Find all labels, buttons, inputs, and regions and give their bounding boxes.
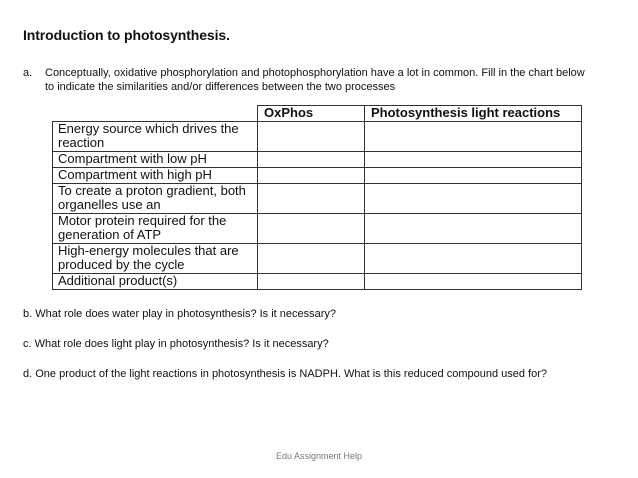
question-d: d. One product of the light reactions in photosynthesis is NADPH. What is this reduced compound used for? — [23, 368, 547, 380]
oxphos-cell[interactable] — [258, 274, 365, 290]
photosynthesis-cell[interactable] — [365, 214, 582, 244]
header-oxphos: OxPhos — [258, 106, 365, 122]
comparison-table — [52, 105, 582, 290]
table-row — [53, 152, 582, 168]
table-row — [53, 244, 582, 274]
row-label: To create a proton gradient, both organelles use an — [53, 184, 258, 214]
oxphos-cell[interactable] — [258, 244, 365, 274]
page-title: Introduction to photosynthesis. — [23, 27, 230, 43]
row-label: Additional product(s) — [53, 274, 258, 290]
oxphos-cell[interactable] — [258, 152, 365, 168]
photosynthesis-cell[interactable] — [365, 274, 582, 290]
table-header-row — [53, 106, 582, 122]
header-blank — [53, 106, 258, 122]
row-label: Energy source which drives the reaction — [53, 122, 258, 152]
row-label: Compartment with high pH — [53, 168, 258, 184]
question-c: c. What role does light play in photosynthesis? Is it necessary? — [23, 338, 329, 350]
row-label: High-energy molecules that are produced by the cycle — [53, 244, 258, 274]
photosynthesis-cell[interactable] — [365, 152, 582, 168]
oxphos-cell[interactable] — [258, 122, 365, 152]
row-label: Motor protein required for the generation of ATP — [53, 214, 258, 244]
question-a-marker: a. — [23, 67, 33, 79]
photosynthesis-cell[interactable] — [365, 184, 582, 214]
question-a — [23, 66, 593, 94]
question-b: b. What role does water play in photosynthesis? Is it necessary? — [23, 308, 337, 320]
photosynthesis-cell[interactable] — [365, 122, 582, 152]
photosynthesis-cell[interactable] — [365, 168, 582, 184]
oxphos-cell[interactable] — [258, 168, 365, 184]
question-a-text: Conceptually, oxidative phosphorylation and photophosphorylation have a lot in common. Fill in the chart below to indicate the similarities and/or differences between the two processes — [45, 67, 585, 93]
footer-credit: Edu Assignment Help — [275, 451, 363, 461]
table-row — [53, 184, 582, 214]
oxphos-cell[interactable] — [258, 214, 365, 244]
photosynthesis-cell[interactable] — [365, 244, 582, 274]
table-row — [53, 214, 582, 244]
table-row — [53, 274, 582, 290]
header-photosynthesis: Photosynthesis light reactions — [365, 106, 582, 122]
row-label: Compartment with low pH — [53, 152, 258, 168]
table-row — [53, 122, 582, 152]
oxphos-cell[interactable] — [258, 184, 365, 214]
table-row — [53, 168, 582, 184]
